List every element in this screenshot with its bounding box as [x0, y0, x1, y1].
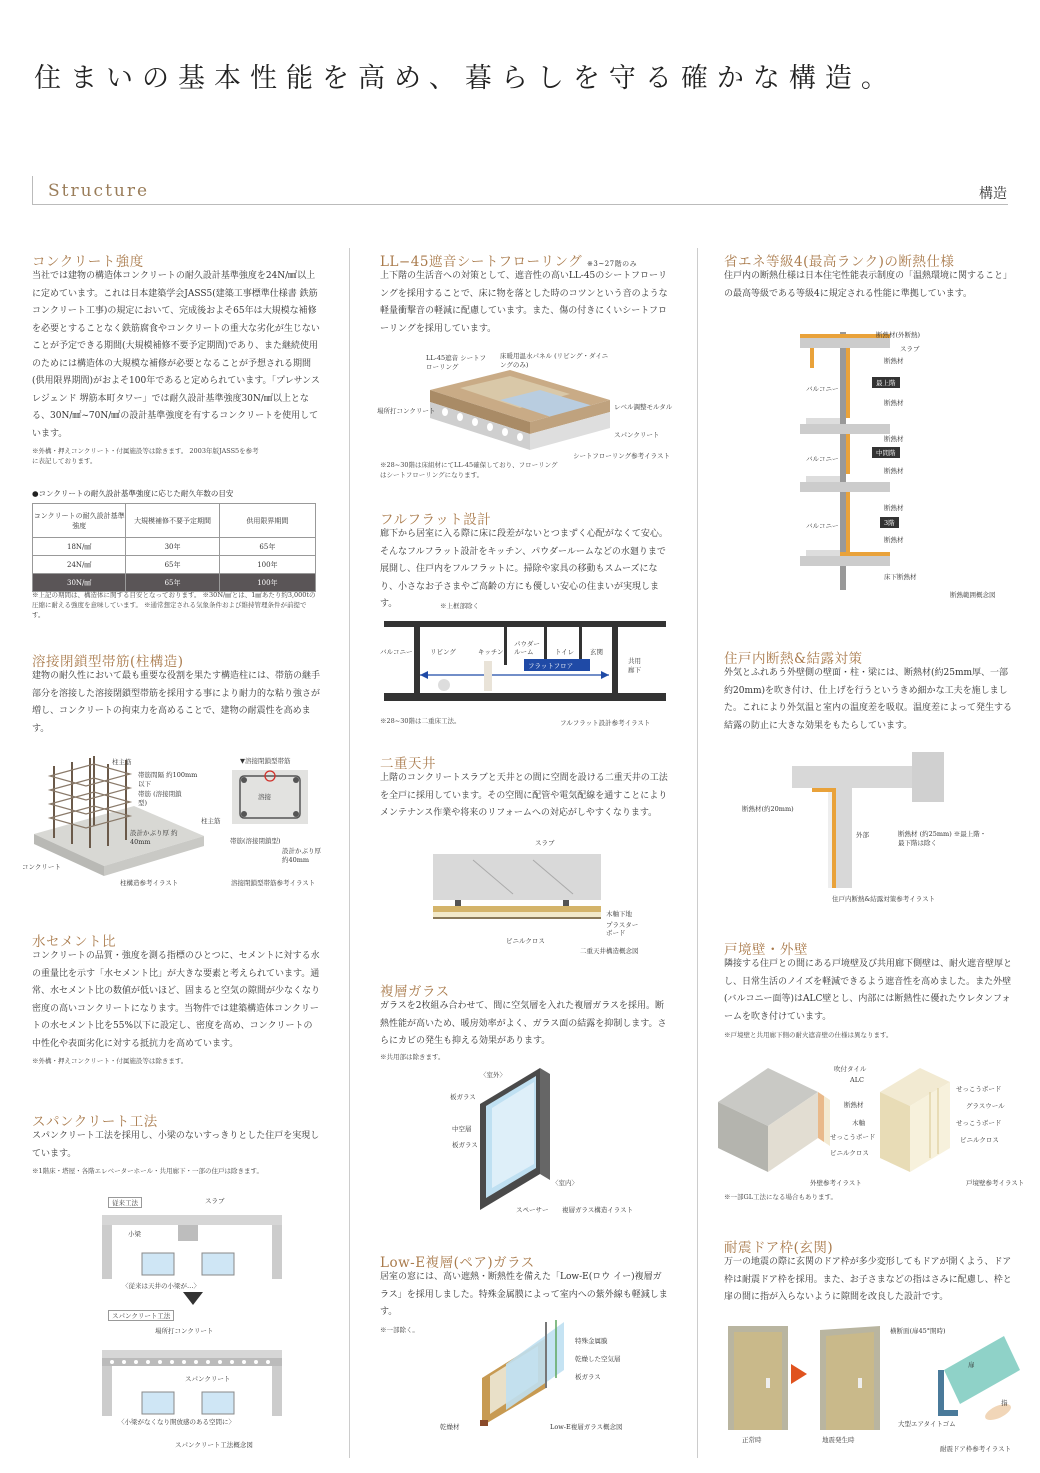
- table-cell: 30N/㎟: [33, 574, 126, 592]
- door-body: 万一の地震の際に玄関のドア枠が多少変形してもドアが開くよう、ドア枠は耐震ドア枠を採用。また、お子さまなどの指はさみに配慮し、枠と扉の間に指が入らないように隙間を改良した設計です。: [724, 1257, 1012, 1302]
- label-weld: 溶接: [258, 793, 271, 801]
- wc-body: コンクリートの品質・強度を測る指標のひとつに、セメントに対する水の重量比を示す「水セメント比」が大きな要素と考えられています。通常、水セメント比の数値が低いほど、固まると空気の隙間が少なくなり密度の高いコンクリートになります。当物件では建築構造体コンクリートの水セメント比を55%以下に設定し、密度を高め、コンクリートの中性化や表面劣化に対する抵抗力を高めています。: [32, 951, 321, 1049]
- label-hoop-type: 帯筋 (溶接閉鎖型): [138, 790, 182, 807]
- label-slab: スラブ: [205, 1197, 225, 1205]
- energy-title: 省エネ等級4(最高ランク)の断熱仕様: [724, 254, 955, 270]
- label-corridor: 共用 廊下: [628, 657, 641, 674]
- section-rule: [32, 204, 1008, 205]
- caption-party-wall: 戸境壁参考イラスト: [966, 1179, 1025, 1187]
- table-cell: 30年: [126, 538, 219, 556]
- label-outside-2: 外部: [856, 831, 869, 839]
- label-inside: 〈室内〉: [552, 1179, 578, 1187]
- caption-column: 柱構造参考イラスト: [120, 879, 179, 887]
- label-ll45-sheet: LL-45遮音 シートフローリング: [426, 354, 486, 371]
- ll45-title-text: LL−45遮音シートフローリング: [380, 254, 583, 270]
- label-conventional: 従来工法: [108, 1197, 142, 1208]
- label-ins-4: 断熱材: [884, 467, 904, 475]
- hoop-body: 建物の耐久性において最も重要な役割を果たす構造柱には、帯筋の継手部分を溶接した溶接閉鎖型帯筋を採用する事により耐力的な粘り強さが増し、コンクリートの拘束力を高めることで、建物の耐震性を高めます。: [32, 671, 321, 734]
- tag-3rd-floor: 3階: [880, 517, 899, 528]
- arrow-right-icon: [791, 1364, 807, 1384]
- label-hoop-type-2: 帯筋(溶接閉鎖型): [230, 837, 281, 845]
- glass-title: 複層ガラス: [380, 984, 450, 1000]
- label-dry-air: 乾燥した空気層: [575, 1355, 621, 1363]
- label-slab-3: スラブ: [900, 345, 920, 353]
- flat-note: ※28~30階は二重床工法。: [380, 717, 461, 725]
- label-spacer: スペーサー: [516, 1206, 549, 1214]
- concrete-title: コンクリート強度: [32, 254, 144, 270]
- caption-welded-hoop: 溶接閉鎖型帯筋参考イラスト: [231, 879, 316, 887]
- page-headline: 住まいの基本性能を高め、暮らしを守る確かな構造。: [34, 63, 897, 94]
- table-row: [33, 538, 316, 556]
- label-wood-frame: 木軸下地: [606, 910, 632, 918]
- table-cell: 100年: [219, 574, 315, 592]
- door-quake-illustration: [820, 1326, 880, 1430]
- caption-energy: 断熱範囲概念図: [950, 591, 996, 599]
- label-slab-2: スラブ: [535, 839, 555, 847]
- ll45-title: [380, 250, 637, 270]
- ll45-title-note: ※3~27階のみ: [587, 260, 638, 268]
- label-vinyl-2: ビニルクロス: [960, 1136, 999, 1144]
- label-air-layer: 中空層: [452, 1125, 472, 1133]
- label-ins-6: 断熱材: [884, 536, 904, 544]
- label-spancrete-2: スパンクリート: [614, 431, 660, 439]
- conventional-diagram: [102, 1207, 282, 1279]
- caption-lowe: Low-E複層ガラス概念図: [550, 1423, 623, 1431]
- table-cell: 65年: [126, 556, 219, 574]
- caption-flooring: シートフローリング参考イラスト: [573, 452, 670, 460]
- hoop-title: 溶接閉鎖型帯筋(柱構造): [32, 654, 184, 670]
- label-flat-floor: フラットフロア: [528, 662, 574, 670]
- caption-spancrete: 〈小梁がなくなり開放感のある空間に〉: [118, 1418, 235, 1426]
- table-header: 大規模補修不要予定期間: [126, 504, 219, 538]
- table-header: 供用限界期間: [219, 504, 315, 538]
- flat-title: フルフラット設計: [380, 512, 492, 528]
- label-door-section: 横断面(扉45°開時): [890, 1327, 946, 1335]
- label-glass-wool: グラスウール: [966, 1102, 1005, 1110]
- label-kitchen: キッチン: [478, 648, 504, 656]
- caption-glass: 複層ガラス構造イラスト: [562, 1206, 634, 1214]
- pair-glass-illustration: [470, 1064, 590, 1212]
- caption-ceiling: 二重天井構造概念図: [580, 947, 639, 955]
- label-beam: 小梁: [128, 1230, 141, 1238]
- label-door: 扉: [968, 1361, 975, 1369]
- exterior-wall-illustration: [718, 1062, 848, 1172]
- lowe-glass-illustration: [476, 1318, 576, 1428]
- concrete-body: 当社では建物の構造体コンクリートの耐久設計基準強度を24N/㎟以上に定めています。これは日本建築学会JASS5(建築工事標準仕様書 鉄筋コンクリート工事)の規定において、完成後およそ65年は大規模な補修を必要とすることなく鉄筋腐食やコンクリートの重大な劣化が生じないことが予定できる期間(大規模補修不要予定期間)であり、また継続使用のためには構造体の大規模な補修が必要となることが予想される期間(供用限界期間)がおよそ100年であると定められています。「プレサンス レジェンド 堺筋本町タワー」では耐久設計基準強度30N/㎟以上となる、30N/㎟~70N/㎟の設計基準強度を有するコンクリートを使用しています。: [32, 271, 320, 439]
- section-subtitle: 構造: [979, 186, 1007, 202]
- label-wood: 木軸: [852, 1119, 865, 1127]
- label-spancrete: スパンクリート: [185, 1375, 231, 1383]
- table-cell: 24N/㎟: [33, 556, 126, 574]
- door-section-illustration: [924, 1330, 1024, 1430]
- label-tile: 吹付タイル: [834, 1065, 867, 1073]
- wall-note-2: ※一部GL工法になる場合もあります。: [724, 1193, 837, 1201]
- label-cast: 場所打コンクリート: [155, 1327, 214, 1335]
- span-note: ※1階床・塔屋・各階エレベーターホール・共用廊下・一部の住戸は除きます。: [32, 1167, 263, 1175]
- table-row: [33, 574, 316, 592]
- caption-conventional: 〈従来は天井の小梁が…〉: [122, 1282, 200, 1290]
- label-main-bar: 柱主筋: [112, 758, 132, 766]
- table-cell: 65年: [219, 538, 315, 556]
- glass-note: ※共用部は除きます。: [380, 1053, 445, 1061]
- ceiling-title: 二重天井: [380, 756, 436, 772]
- caption-exterior-wall: 外壁参考イラスト: [810, 1179, 862, 1187]
- durability-table: [32, 503, 316, 592]
- table-cell: 100年: [219, 556, 315, 574]
- label-cover: 設計かぶり厚 約40mm: [130, 829, 178, 846]
- span-body: スパンクリート工法を採用し、小梁のないすっきりとした住戸を実現しています。: [32, 1131, 320, 1159]
- caption-flat: フルフラット設計参考イラスト: [560, 719, 651, 727]
- arrow-down-icon: [183, 1292, 203, 1306]
- label-desiccant: 乾燥材: [440, 1423, 460, 1431]
- flat-body-note: ※上框部除く: [440, 602, 479, 610]
- label-balcony: バルコニー: [380, 648, 413, 656]
- table-cell: 65年: [126, 574, 219, 592]
- condensation-illustration: [792, 752, 944, 888]
- section-title: Structure: [48, 181, 150, 201]
- label-cast-concrete: 場所打コンクリート: [377, 407, 436, 415]
- label-board-2: せっこうボード: [956, 1085, 1002, 1093]
- label-plate-glass-3: 板ガラス: [575, 1373, 601, 1381]
- label-outside: 〈室外〉: [480, 1071, 506, 1079]
- label-ins-2: 断熱材: [884, 399, 904, 407]
- wc-note: ※外構・押えコンクリート・付属施設等は除きます。: [32, 1057, 188, 1065]
- section-bar: [32, 176, 33, 204]
- party-wall-illustration: [880, 1062, 960, 1172]
- glass-body: ガラスを2枚組み合わせて、間に空気層を入れた複層ガラスを採用。断熱性能が高いため、暖房効率がよく、ガラス面の結露を抑制します。さらにカビの発生も抑える効果があります。: [380, 1001, 667, 1046]
- label-ins-3: 断熱材: [884, 435, 904, 443]
- label-balcony-1: バルコニー: [806, 385, 839, 393]
- label-concrete: コンクリート: [22, 863, 61, 871]
- label-balcony-2: バルコニー: [806, 455, 839, 463]
- table-header: コンクリートの耐久設計基準強度: [33, 504, 126, 538]
- label-board-3: せっこうボード: [956, 1119, 1002, 1127]
- label-entrance: 玄関: [590, 648, 603, 656]
- label-outer-insulation: 断熱材(外断熱): [876, 331, 921, 339]
- label-span-method: スパンクリート工法: [108, 1310, 174, 1321]
- label-finger: 指: [1001, 1399, 1008, 1407]
- ll45-note: ※28~30階は床組材にてLL-45確保しており、フローリングはシートフローリングになります。: [380, 461, 558, 479]
- flooring-illustration: [420, 360, 620, 456]
- table-row: [33, 556, 316, 574]
- column-divider: [697, 248, 698, 1458]
- wall-title: 戸境壁・外壁: [724, 942, 808, 958]
- flat-floor-illustration: [384, 621, 666, 705]
- label-floor-insulation: 床下断熱材: [884, 573, 917, 581]
- condensation-body: 外気とふれあう外壁側の壁面・柱・梁には、断熱材(約25mm厚、一部約20mm)を吹き付け、仕上げを行うというきめ細かな工夫を施しました。これにより外気温と室内の温度差を吸収。温度差によって発生する結露の防止に大きな効果をもたらしています。: [724, 668, 1013, 731]
- wc-title: 水セメント比: [32, 934, 116, 950]
- label-vinyl: ビニルクロス: [830, 1149, 869, 1157]
- flat-body: 廊下から居室に入る際に床に段差がないとつまずく心配がなくて安心。そんなフルフラット設計をキッチン、パウダールームなどの水廻りまで展開し、住戸内をフルフラットに。掃除や家具の移動もスムーズになり、小さなお子さまやご高齢の方にも優しい安心の住まいが実現します。: [380, 529, 668, 609]
- label-leveling-mortar: レベル調整モルタル: [614, 403, 673, 411]
- table-cell: 18N/㎟: [33, 538, 126, 556]
- wall-body: 隣接する住戸との間にある戸境壁及び共用廊下側壁は、耐火遮音壁厚とし、日常生活のノイズを軽減できるよう遮音性を高めました。また外壁(バルコニー面等)はALC壁とし、内部には断熱性に優れたウレタンフォームを吹き付けています。: [724, 959, 1013, 1022]
- door-title: 耐震ドア枠(玄関): [724, 1240, 834, 1256]
- label-plaster-board: プラスター ボード: [606, 921, 639, 937]
- concrete-note: ※外構・押えコンクリート・付属施設等は除きます。 2003年版JASS5を参考に表記しております。: [32, 447, 259, 465]
- label-ins-5: 断熱材: [884, 504, 904, 512]
- label-metal-film: 特殊金属膜: [575, 1337, 608, 1345]
- label-plate-glass-2: 板ガラス: [452, 1141, 478, 1149]
- label-ins-wall: 断熱材: [844, 1101, 864, 1109]
- lowe-title: Low-E複層(ペア)ガラス: [380, 1255, 535, 1271]
- label-normal: 正常時: [742, 1436, 762, 1444]
- tag-top-floor: 最上階: [872, 377, 900, 388]
- caption-door: 耐震ドア枠参考イラスト: [940, 1445, 1012, 1453]
- caption-condensation: 住戸内断熱&結露対策参考イラスト: [832, 895, 936, 903]
- lowe-body: 居室の窓には、高い遮熱・断熱性を備えた「Low-E(ロウ イー)複層ガラス」を採用しました。特殊金属膜によって室内への紫外線も軽減します。: [380, 1272, 668, 1317]
- condensation-title: 住戸内断熱&結露対策: [724, 651, 863, 667]
- span-title: スパンクリート工法: [32, 1114, 158, 1130]
- label-living: リビング: [430, 648, 456, 656]
- label-main-bar-2: 柱主筋: [201, 817, 221, 825]
- label-quake: 地震発生時: [822, 1436, 855, 1444]
- label-heating-panel: 床暖用温水パネル (リビング・ダイニングのみ): [500, 352, 609, 369]
- durability-table-title: ●コンクリートの耐久設計基準強度に応じた耐久年数の目安: [32, 489, 234, 498]
- ll45-body: 上下階の生活音への対策として、遮音性の高いLL-45のシートフローリングを採用することで、床に物を落とした時のコツンという音のような軽量衝撃音の軽減に配慮しています。また、傷の付きにくいシートフローリングを採用しています。: [380, 271, 668, 334]
- label-ins-20: 断熱材(約20mm): [742, 805, 794, 813]
- label-alc: ALC: [850, 1076, 864, 1084]
- label-gasket: 大型エアタイトゴム: [898, 1420, 956, 1428]
- tag-middle-floor: 中間階: [872, 447, 900, 458]
- label-board: せっこうボード: [830, 1133, 876, 1141]
- label-ins-1: 断熱材: [884, 357, 904, 365]
- double-ceiling-illustration: [433, 850, 601, 922]
- label-balcony-3: バルコニー: [806, 522, 839, 530]
- label-cover-2: 設計かぶり厚 約40mm: [282, 847, 321, 864]
- label-toilet: トイレ: [555, 648, 575, 656]
- label-hoop-pitch: 帯筋間隔 約100mm以下: [138, 771, 198, 788]
- label-vinyl-cloth: ビニルクロス: [506, 937, 545, 945]
- lowe-note: ※一部除く。: [380, 1326, 419, 1334]
- wall-note: ※戸境壁と共用廊下側の耐火遮音壁の仕様は異なります。: [724, 1031, 893, 1039]
- table-notes: ※上記の期間は、構造体に関する目安となっております。 ※30N/㎟とは、1㎟あたり約3,000tの圧縮に耐える強度を意味しています。 ※通常想定される気象条件および維持管理条件が前提です。: [32, 591, 316, 619]
- label-powder: パウダー ルーム: [514, 640, 540, 656]
- label-weld-title: ▼溶接閉鎖型帯筋: [240, 757, 291, 765]
- label-ins-25: 断熱材 (約25mm) ※最上階・最下階は除く: [898, 830, 987, 847]
- door-normal-illustration: [728, 1326, 788, 1430]
- label-plate-glass: 板ガラス: [450, 1093, 476, 1101]
- column-divider: [349, 248, 350, 1458]
- ceiling-body: 上階のコンクリートスラブと天井との間に空間を設ける二重天井の工法を全戸に採用しています。その空間に配管や電気配線を通すことによりメンテナンス作業や将来のリフォームへの対応がしやすくなります。: [380, 773, 668, 818]
- energy-body: 住戸内の断熱仕様は日本住宅性能表示制度の「温熱環境に関すること」の最高等級である等級4に規定される性能に準拠しています。: [724, 271, 1013, 299]
- caption-span: スパンクリート工法概念図: [175, 1441, 253, 1449]
